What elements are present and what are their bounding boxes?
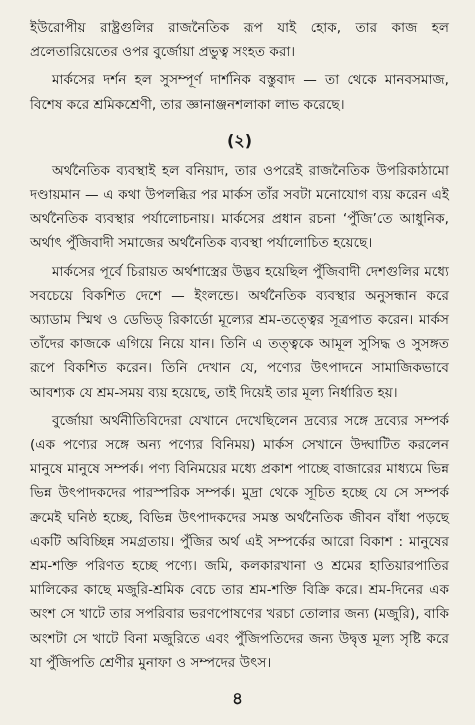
paragraph-2: মার্কসের দর্শন হল সুসম্পূর্ণ দার্শনিক বস্তুবাদ — তা থেকে মানবসমাজ, বিশেষ করে শ্রমিকশ্রেণী, তার জ্ঞানাঞ্জনশলাকা লাভ করেছে। [30,72,449,113]
paragraph-5: বুর্জোয়া অর্থনীতিবিদেরা যেখানে দেখেছিলেন দ্রব্যের সঙ্গে দ্রব্যের সম্পর্ক (এক পণ্যের সঙ্গে অন্য পণ্যের বিনিময়) মার্কস সেখানে উদ্ঘাটিত করলেন মানুষে মানুষে সম্পর্ক। পণ্য বিনিময়ের মধ্যে প্রকাশ পাচ্ছে বাজারের মাধ্যমে ভিন্ন ভিন্ন উৎপাদকদের পারস্পরিক সম্পর্ক। মুদ্রা থেকে সূচিত হচ্ছে যে সে সম্পর্ক ক্রমেই ঘনিষ্ঠ হচ্ছে, বিভিন্ন উৎপাদকদের সমস্ত অর্থনৈতিক জীবন বাঁধা পড়ছে একটি অবিচ্ছিন্ন সমগ্রতায়। পুঁজির অর্থ এই সম্পর্কের আরো বিকাশ : মানুষের শ্রম-শক্তি পরিণত হচ্ছে পণ্যে। জমি, কলকারখানা ও শ্রমের হাতিয়ারপাতির মালিকের কাছে মজুরি-শ্রমিক বেচে তার শ্রম-শক্তি বিক্রি করে। শ্রম-দিনের এক অংশ সে খাটে তার সপরিবার ভরণপোষণের খরচা তোলার জন্য (মজুরি), বাকি অংশটা সে খাটে বিনা মজুরিতে এবং পুঁজিপতিদের জন্য উদ্বৃত্ত মূল্য সৃষ্টি করে যা পুঁজিপতি শ্রেণীর মুনাফা ও সম্পদের উৎস। [30,412,449,671]
paragraph-3: অর্থনৈতিক ব্যবস্থাই হল বনিয়াদ, তার ওপরেই রাজনৈতিক উপরিকাঠামো দণ্ডায়মান — এ কথা উপলব্ধির পর মার্কস তাঁর সবটা মনোযোগ ব্যয় করেন এই অর্থনৈতিক ব্যবস্থার পর্যালোচনায়। মার্কসের প্রধান রচনা ‘পুঁজি’তে আধুনিক, অর্থাৎ পুঁজিবাদী সমাজের অর্থনৈতিক ব্যবস্থা পর্যালোচিত হয়েছে। [30,162,449,252]
page-number: ৪ [231,689,244,709]
section-heading: (২) [226,130,253,150]
paragraph-1: ইউরোপীয় রাষ্ট্রগুলির রাজনৈতিক রূপ যাই হোক, তার কাজ হল প্রলেতারিয়েতের ওপর বুর্জোয়া প্রভুত্ব সংহত করা। [30,20,449,61]
paragraph-4: মার্কসের পূর্বে চিরায়ত অর্থশাস্ত্রের উদ্ভব হয়েছিল পুঁজিবাদী দেশগুলির মধ্যে সবচেয়ে বিকশিত দেশে — ইংলন্ডে। অর্থনৈতিক ব্যবস্থার অনুসন্ধান করে অ্যাডাম স্মিথ ও ডেভিড্ রিকার্ডো মূল্যের শ্রম-তত্ত্বের সূত্রপাত করেন। মার্কস তাঁদের কাজকে এগিয়ে নিয়ে যান। তিনি এ তত্ত্বকে আমূল সুসিদ্ধ ও সুসঙ্গত রূপে বিকশিত করেন। তিনি দেখান যে, পণ্যের উৎপাদনে সামাজিকভাবে আবশ্যক যে শ্রম-সময় ব্যয় হয়েছে, তাই দিয়েই তার মূল্য নির্ধারিত হয়। [30,263,449,401]
